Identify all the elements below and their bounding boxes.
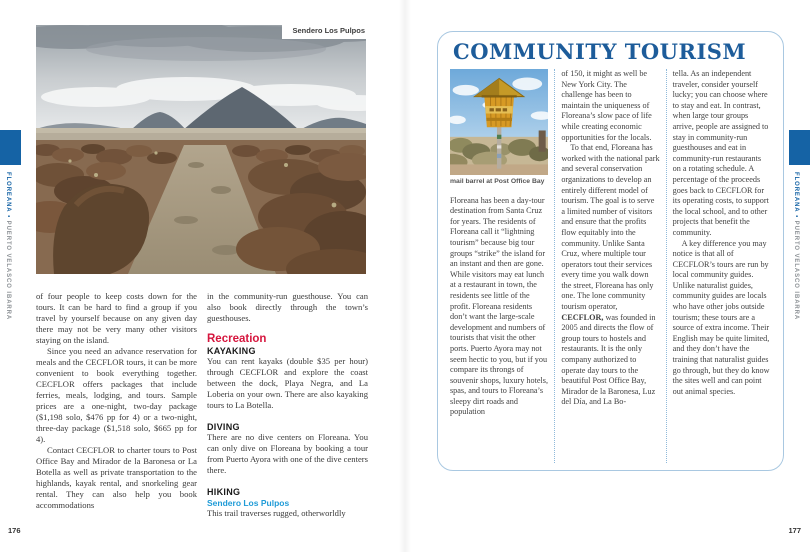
diving-subheading: DIVING (207, 422, 240, 432)
body-paragraph: Since you need an advance reservation for meals and the CECFLOR tours, it can be more convenient to book everything together. CECFLOR offers packages that include ferries, meals, lodging, and tours. Sample prices are a one-night, two-day package ($1,198 solo, $476 pp for 4) or a two-night, three-day package ($1,518 solo, $665 pp for 4). (36, 346, 197, 444)
section-name: PUERTO VELASCO IBARRA (793, 220, 799, 321)
chapter-tab-left (0, 130, 21, 165)
box-paragraph: Floreana has been a day-tour destination from Santa Cruz for years. The residents of Floreana call it “lightning tourism” because big tour groups “strike” the island for an instant and then are gone. While visitors may eat lunch at a restaurant in town, the residents see little of the profit. Floreana residents don’t want the large-scale development and numbers of tourists that visit the other ports. Puerto Ayora may not seem hectic to you, but if you compare its throngs of souvenir shops, luxury hotels, spas, and tours to Floreana’s sleepy dirt roads and population (450, 195, 549, 417)
recreation-heading: Recreation (207, 333, 267, 345)
box-title: COMMUNITY TOURISM (453, 39, 747, 64)
box-paragraph (561, 143, 659, 408)
box-paragraph: A key difference you may notice is that all of CECFLOR’s tours are run by local community guides. Unlike naturalist guides, community guides are locals who have other jobs outside tourism; these tours are a source of extra income. Their English may be quite limited, and they don’t have the training that naturalist guides go through, but they do know the sites well and can point out animal species. (672, 238, 770, 396)
landscape-photo (36, 25, 366, 274)
operator-name-bold: CECFLOR, (561, 312, 604, 322)
mail-barrel-photo (450, 69, 548, 175)
volcanic-landscape-illustration (36, 25, 366, 274)
chapter-name: FLOREANA (5, 172, 11, 213)
left-page-column-2 (207, 291, 368, 519)
box-column-1 (444, 69, 554, 463)
section-name: PUERTO VELASCO IBARRA (5, 220, 11, 321)
chapter-sidebar-left (5, 172, 11, 320)
body-paragraph: Contact CECFLOR to charter tours to Post Office Bay and Mirador de la Baronesa or La Botella as well as private transportation to the highlands, kayak rental, and snorkeling gear rental. They can also help you book accommodations (36, 445, 197, 510)
body-paragraph: There are no dive centers on Floreana. You can only dive on Floreana by booking a tour from Puerto Ayora with one of the dive centers there. (207, 432, 369, 475)
box-column-2 (554, 69, 665, 463)
page-number-left: 176 (8, 526, 21, 535)
kayaking-subheading: KAYAKING (207, 346, 256, 356)
paragraph-text: To that end, Floreana has worked with the national park and several conservation organizations to develop an entirely different model of tourism. The goal is to serve a limited number of visitors and ensure that the profits flow equitably into the community. Unlike Santa Cruz, where multiple tour operators tout their services every time you walk down the street, Floreana has only one. The lone community tourism operator, (561, 143, 660, 312)
page-number-right: 177 (788, 526, 801, 535)
body-paragraph: You can rent kayaks (double $35 per hour) through CECFLOR and explore the coast between the dock, Playa Negra, and La Loberia on your own. There are also kayaking tours to La Botella. (207, 356, 368, 410)
box-paragraph: tella. As an independent traveler, consider yourself lucky; you can choose where to stay and eat. In contrast, when large tour groups arrive, people are assigned to stay in community-run guesthouses and eat in community-run restaurants on a rotating schedule. A percentage of the proceeds goes back to CECFLOR for its operating costs, to support the local school, and to other projects that benefit the community. (672, 69, 769, 237)
bullet-separator: • (793, 212, 799, 221)
paragraph-text: was founded in 2005 and directs the flow of group tours to hostels and restaurants. It is the only company authorized to operate day tours to the beautiful Post Office Bay, Mirador de la Baronesa, Luz del Día, and La Bo- (561, 312, 656, 407)
box-paragraph: of 150, it might as well be New York City. The challenge has been to maintain the uniqueness of Floreana’s slow pace of life while creating economic opportunities for the locals. (561, 69, 652, 142)
box-columns (444, 69, 777, 463)
left-page-column-1 (36, 291, 197, 511)
body-paragraph: of four people to keep costs down for the tours. It can be hard to find a group if you travel by yourself because on any given day there may not be very many other visitors staying on the island. (36, 291, 197, 345)
photo-caption: Sendero Los Pulpos (282, 25, 366, 39)
community-tourism-box (437, 31, 784, 471)
chapter-sidebar-right (793, 172, 799, 320)
bullet-separator: • (5, 212, 11, 221)
trail-name-label: Sendero Los Pulpos (207, 498, 290, 508)
hiking-subheading: HIKING (207, 487, 241, 497)
page-gutter (399, 0, 411, 552)
body-paragraph: This trail traverses rugged, otherworldly (207, 508, 346, 518)
chapter-tab-right (789, 130, 810, 165)
chapter-name: FLOREANA (793, 172, 799, 213)
body-paragraph: in the community-run guesthouse. You can also book directly through the town’s guesthouses. (207, 291, 368, 323)
photo-caption: mail barrel at Post Office Bay (450, 178, 545, 185)
box-column-3 (666, 69, 777, 463)
mail-barrel-illustration (450, 69, 548, 175)
